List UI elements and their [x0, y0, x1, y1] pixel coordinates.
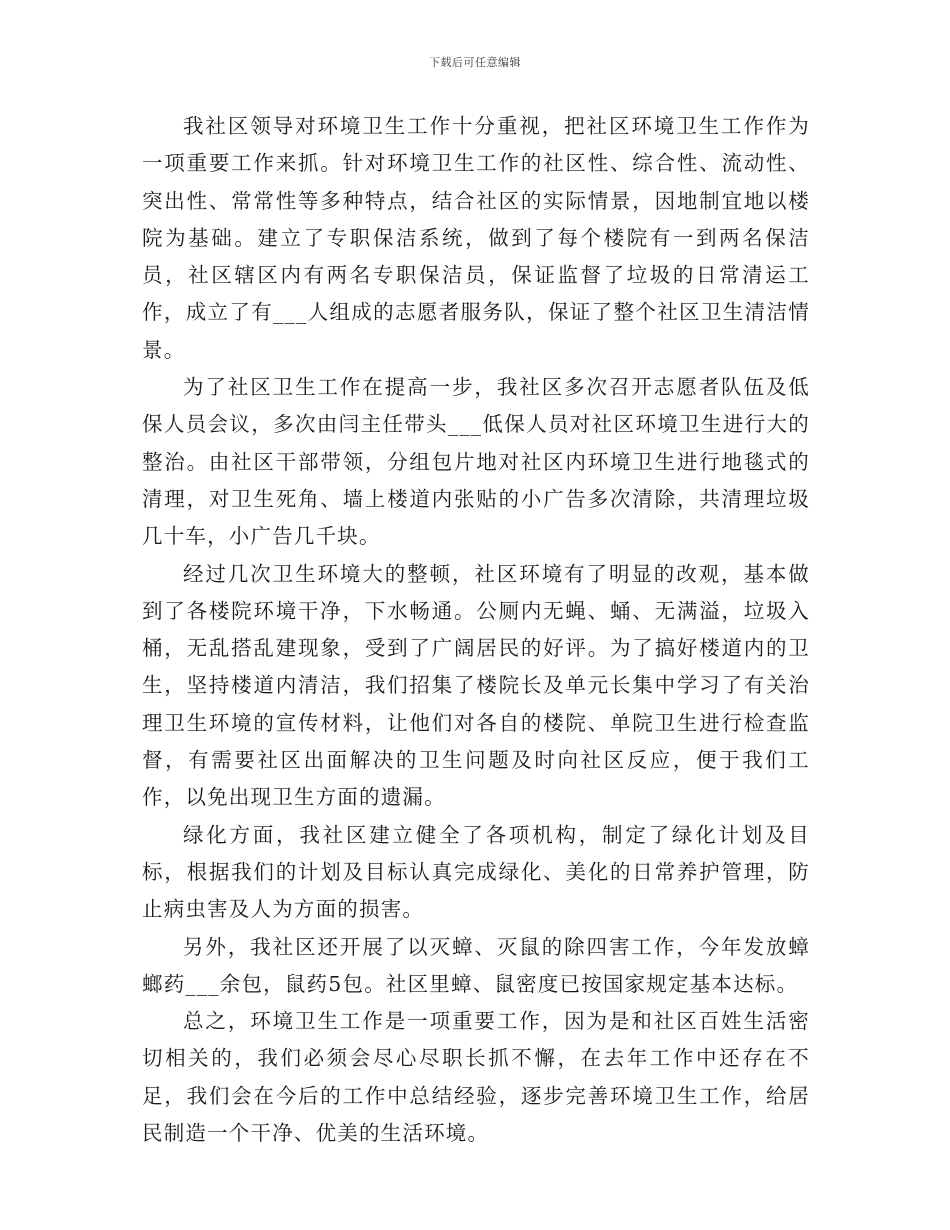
paragraph-sanitation-system: 我社区领导对环境卫生工作十分重视，把社区环境卫生工作作为一项重要工作来抓。针对环境卫生工作的社区性、综合性、流动性、突出性、常常性等多种特点，结合社区的实际情景，因地制宜地以楼院为基础。建立了专职保洁系统，做到了每个楼院有一到两名保洁员，社区辖区内有两名专职保洁员，保证监督了垃圾的日常清运工作，成立了有___人组成的志愿者服务队，保证了整个社区卫生清洁情景。 — [142, 114, 810, 362]
page-header: 下载后可任意编辑 — [429, 56, 521, 69]
paragraph-greening: 绿化方面，我社区建立健全了各项机构，制定了绿化计划及目标，根据我们的计划及目标认真完成绿化、美化的日常养护管理，防止病虫害及人为方面的损害。 — [142, 822, 810, 922]
paragraph-conclusion: 总之，环境卫生工作是一项重要工作，因为是和社区百姓生活密切相关的，我们必须会尽心尽职长抓不懈，在去年工作中还存在不足，我们会在今后的工作中总结经验，逐步完善环境卫生工作，给居民制造一个干净、优美的生活环境。 — [142, 1009, 810, 1146]
paragraph-improvement-results: 经过几次卫生环境大的整顿，社区环境有了明显的改观，基本做到了各楼院环境干净，下水畅通。公厕内无蝇、蛹、无满溢，垃圾入桶，无乱搭乱建现象，受到了广阔居民的好评。为了搞好楼道内的卫生，坚持楼道内清洁，我们招集了楼院长及单元长集中学习了有关治理卫生环境的宣传材料，让他们对各自的楼院、单院卫生进行检查监督，有需要社区出面解决的卫生问题及时向社区反应，便于我们工作，以免出现卫生方面的遗漏。 — [142, 561, 810, 810]
paragraph-pest-control: 另外，我社区还开展了以灭蟑、灭鼠的除四害工作，今年发放蟑螂药___余包，鼠药5包。社区里蟑、鼠密度已按国家规定基本达标。 — [142, 934, 810, 996]
document-body — [142, 108, 810, 1152]
paragraph-cleanup-campaign: 为了社区卫生工作在提高一步，我社区多次召开志愿者队伍及低保人员会议，多次由闫主任带头___低保人员对社区环境卫生进行大的整治。由社区干部带领，分组包片地对社区内环境卫生进行地毯式的清理，对卫生死角、墙上楼道内张贴的小广告多次清除，共清理垃圾几十车，小广告几千块。 — [142, 375, 810, 549]
